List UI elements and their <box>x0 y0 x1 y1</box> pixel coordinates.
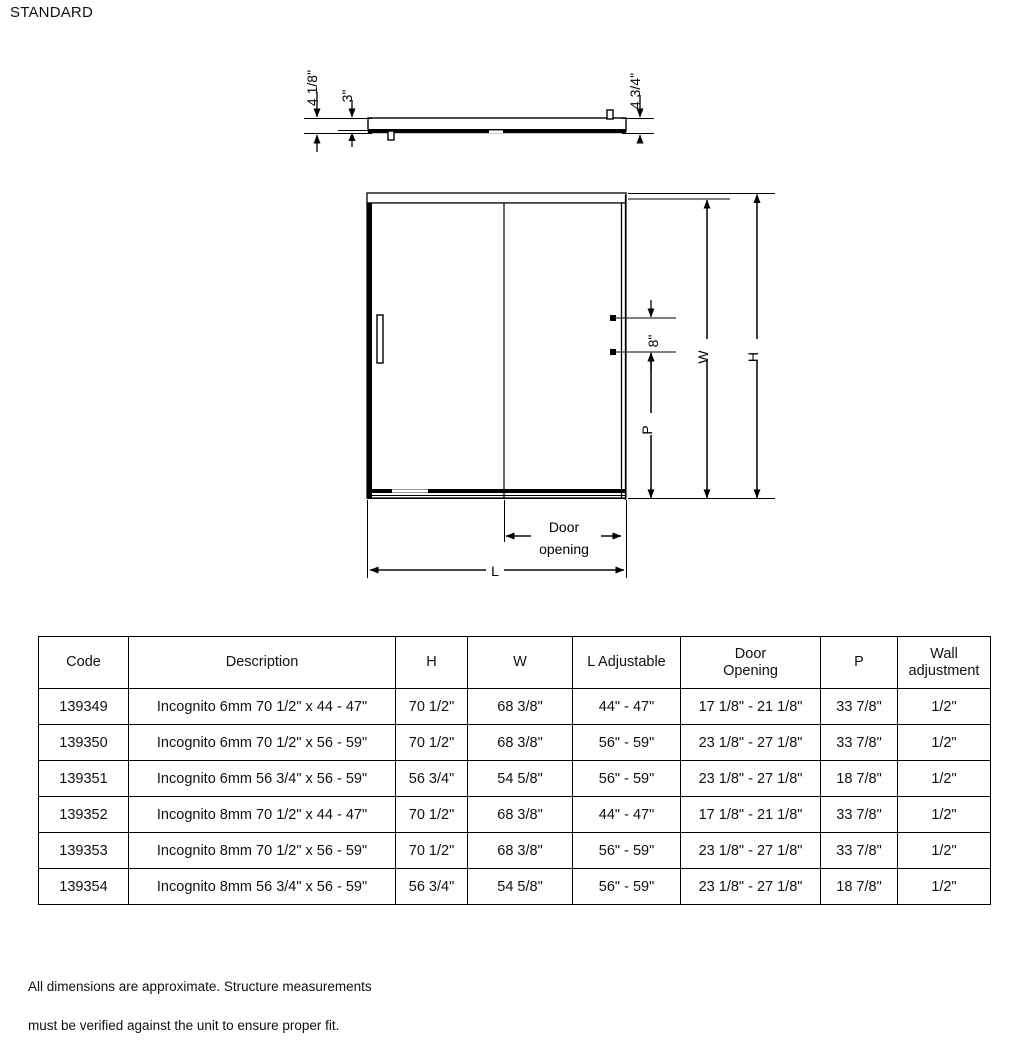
cell-h: 56 3/4" <box>396 869 468 905</box>
cell-wall-adjustment: 1/2" <box>898 833 991 869</box>
dim-label-door-opening-line1: Door <box>548 519 580 535</box>
table-row <box>39 797 991 833</box>
footnote-line-1: All dimensions are approximate. Structure measurements <box>28 978 372 994</box>
left-jamb <box>367 203 372 498</box>
header-w: W <box>468 637 573 689</box>
cell-p: 18 7/8" <box>821 869 898 905</box>
bottom-rail-gap <box>392 489 428 492</box>
footnote <box>28 957 372 1055</box>
cell-code: 139350 <box>39 725 129 761</box>
header-door-opening-line1: Door <box>734 645 767 662</box>
cell-p: 33 7/8" <box>821 689 898 725</box>
cell-w: 54 5/8" <box>468 869 573 905</box>
cell-l-adjustable: 56" - 59" <box>573 833 681 869</box>
header-door-opening <box>681 637 821 689</box>
cell-l-adjustable: 56" - 59" <box>573 869 681 905</box>
table-row <box>39 689 991 725</box>
dim-label-w: W <box>695 350 711 364</box>
dim-label-l: L <box>491 563 499 579</box>
page-title: STANDARD <box>10 4 93 21</box>
top-view-group <box>304 70 654 152</box>
top-view-bracket-left <box>388 131 394 140</box>
cell-w: 54 5/8" <box>468 761 573 797</box>
cell-door-opening: 17 1/8" - 21 1/8" <box>681 689 821 725</box>
cell-w: 68 3/8" <box>468 797 573 833</box>
cell-door-opening: 17 1/8" - 21 1/8" <box>681 797 821 833</box>
roller-marker-upper <box>610 315 616 321</box>
cell-door-opening: 23 1/8" - 27 1/8" <box>681 725 821 761</box>
cell-wall-adjustment: 1/2" <box>898 797 991 833</box>
dim-label-8in: 8" <box>645 334 661 348</box>
cell-h: 56 3/4" <box>396 761 468 797</box>
cell-w: 68 3/8" <box>468 833 573 869</box>
dim-label-left-inner: 3" <box>339 89 355 103</box>
door-handle[interactable] <box>377 315 383 363</box>
front-view-group <box>367 193 775 581</box>
cell-h: 70 1/2" <box>396 797 468 833</box>
cell-description: Incognito 8mm 70 1/2" x 44 - 47" <box>129 797 396 833</box>
header-wall-line1: Wall <box>930 645 958 662</box>
cell-code: 139352 <box>39 797 129 833</box>
header-l-adjustable: L Adjustable <box>573 637 681 689</box>
specification-table <box>38 636 991 905</box>
header-p: P <box>821 637 898 689</box>
table-row <box>39 761 991 797</box>
cell-door-opening: 23 1/8" - 27 1/8" <box>681 833 821 869</box>
cell-h: 70 1/2" <box>396 833 468 869</box>
cell-code: 139351 <box>39 761 129 797</box>
cell-p: 33 7/8" <box>821 725 898 761</box>
enclosure-outline <box>367 203 626 498</box>
footnote-line-2: must be verified against the unit to ensure proper fit. <box>28 1017 340 1033</box>
table-header-row <box>39 637 991 689</box>
top-view-center-notch <box>489 130 503 133</box>
cell-l-adjustable: 56" - 59" <box>573 725 681 761</box>
header-track <box>367 193 626 203</box>
cell-code: 139349 <box>39 689 129 725</box>
table-row <box>39 869 991 905</box>
cell-wall-adjustment: 1/2" <box>898 869 991 905</box>
table-row <box>39 725 991 761</box>
cell-door-opening: 23 1/8" - 27 1/8" <box>681 869 821 905</box>
dim-label-right: 4 3/4" <box>627 72 643 110</box>
cell-w: 68 3/8" <box>468 725 573 761</box>
header-code: Code <box>39 637 129 689</box>
table-row <box>39 833 991 869</box>
header-wall-adjustment <box>898 637 991 689</box>
header-wall-line2: adjustment <box>908 662 980 679</box>
cell-description: Incognito 6mm 56 3/4" x 56 - 59" <box>129 761 396 797</box>
cell-description: Incognito 8mm 56 3/4" x 56 - 59" <box>129 869 396 905</box>
top-view-bracket-right <box>607 110 613 119</box>
cell-description: Incognito 8mm 70 1/2" x 56 - 59" <box>129 833 396 869</box>
cell-wall-adjustment: 1/2" <box>898 761 991 797</box>
cell-p: 33 7/8" <box>821 833 898 869</box>
cell-door-opening: 23 1/8" - 27 1/8" <box>681 761 821 797</box>
cell-h: 70 1/2" <box>396 725 468 761</box>
cell-p: 18 7/8" <box>821 761 898 797</box>
cell-h: 70 1/2" <box>396 689 468 725</box>
cell-l-adjustable: 56" - 59" <box>573 761 681 797</box>
header-description: Description <box>129 637 396 689</box>
cell-l-adjustable: 44" - 47" <box>573 689 681 725</box>
roller-marker-lower <box>610 349 616 355</box>
dim-label-h: H <box>745 351 761 363</box>
cell-l-adjustable: 44" - 47" <box>573 797 681 833</box>
cell-code: 139353 <box>39 833 129 869</box>
dim-label-door-opening-line2: opening <box>539 541 589 557</box>
header-h: H <box>396 637 468 689</box>
cell-code: 139354 <box>39 869 129 905</box>
header-door-opening-line2: Opening <box>723 662 778 679</box>
cell-wall-adjustment: 1/2" <box>898 725 991 761</box>
cell-description: Incognito 6mm 70 1/2" x 44 - 47" <box>129 689 396 725</box>
cell-p: 33 7/8" <box>821 797 898 833</box>
cell-description: Incognito 6mm 70 1/2" x 56 - 59" <box>129 725 396 761</box>
cell-w: 68 3/8" <box>468 689 573 725</box>
dim-label-left-outer: 4 1/8" <box>304 69 320 107</box>
dim-label-p: P <box>639 425 655 435</box>
cell-wall-adjustment: 1/2" <box>898 689 991 725</box>
